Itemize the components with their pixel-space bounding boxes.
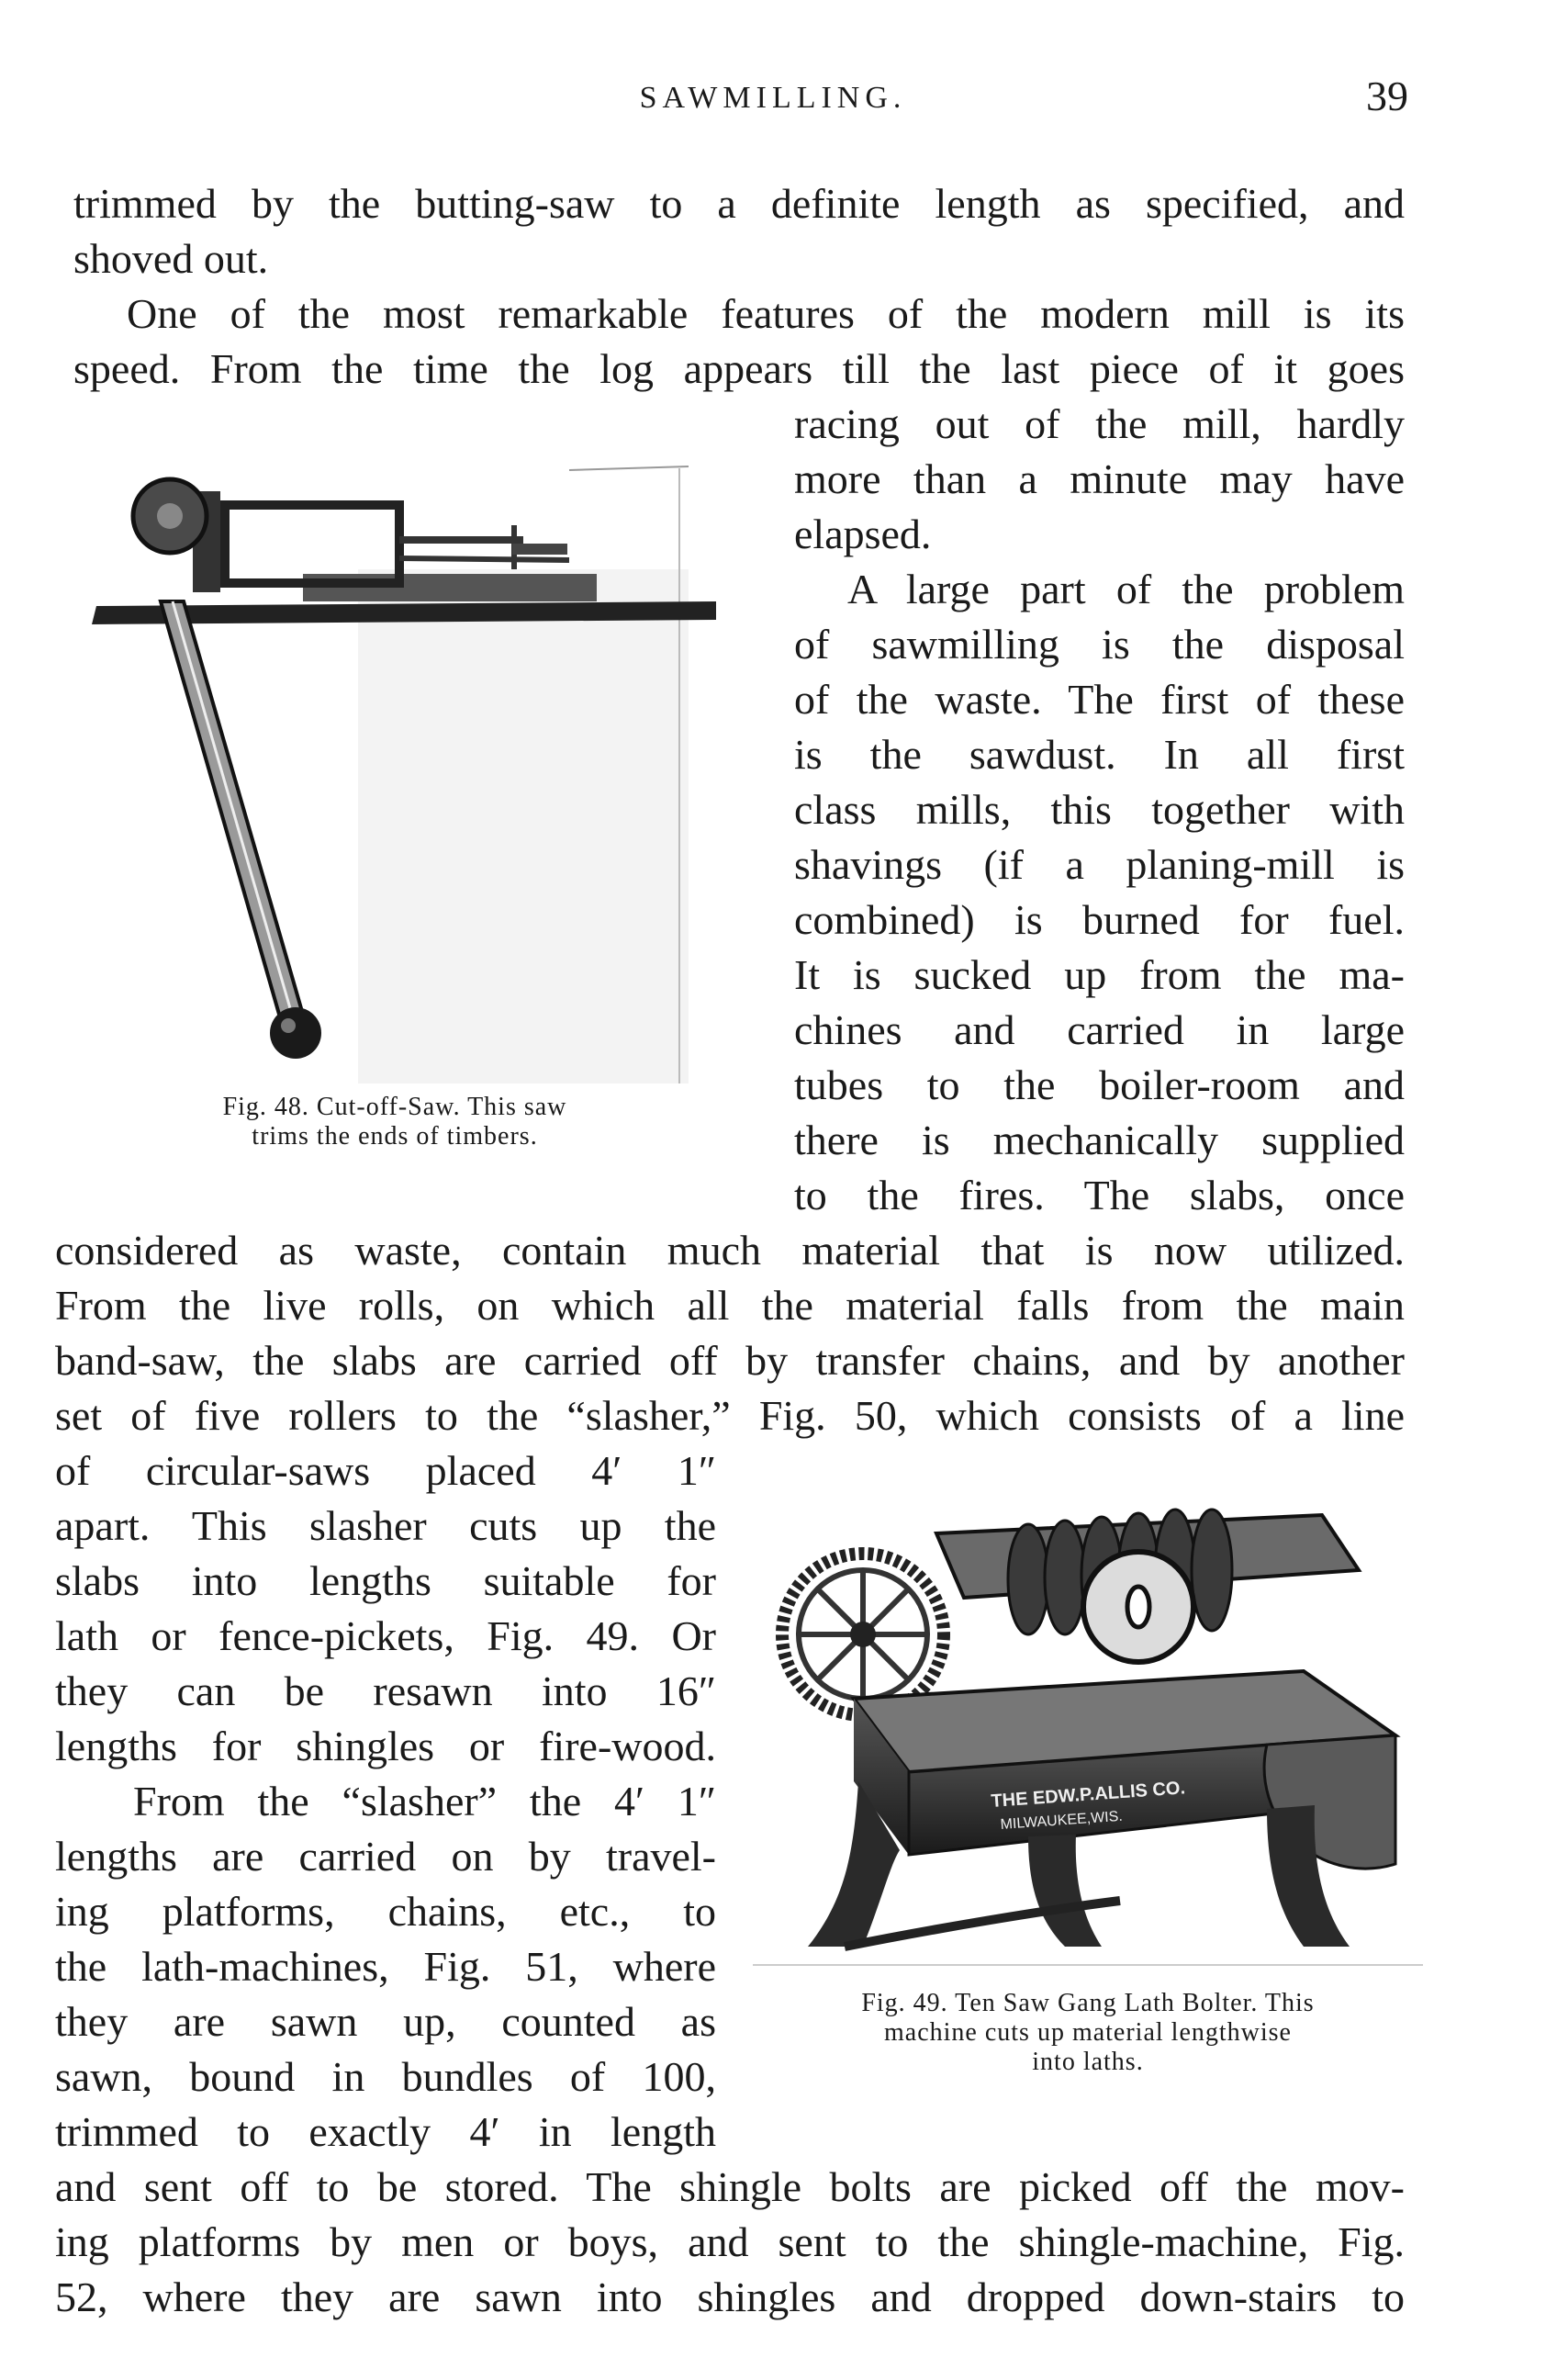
text-line: lengths are carried on by travel- [55, 1833, 716, 1880]
text-line: the lath-machines, Fig. 51, where [55, 1943, 716, 1990]
text-line: shoved out. [73, 235, 269, 282]
text-line: One of the most remarkable features of the modern mill is its [127, 290, 1405, 337]
text-line: lath or fence-pickets, Fig. 49. Or [55, 1612, 716, 1659]
text-line: of the waste. The first of these [794, 676, 1405, 723]
text-line: they are sawn up, counted as [55, 1998, 716, 2045]
text-line: apart. This slasher cuts up the [55, 1502, 716, 1549]
text-line: there is mechanically supplied [794, 1117, 1405, 1163]
lath-bolter-illustration [753, 1469, 1423, 1983]
text-line: to the fires. The slabs, once [794, 1172, 1405, 1218]
text-line: and sent off to be stored. The shingle bolts are picked off the mov- [55, 2163, 1405, 2210]
maker-plate-line: THE EDW.P.ALLIS CO. [990, 1778, 1186, 1812]
text-line: racing out of the mill, hardly [794, 400, 1405, 447]
text-line: 52, where they are sawn into shingles and dropped down-stairs to [55, 2273, 1405, 2320]
text-line: of sawmilling is the disposal [794, 621, 1405, 668]
text-line: trimmed to exactly 4′ in length [55, 2108, 716, 2155]
text-line: slabs into lengths suitable for [55, 1557, 716, 1604]
figure-48-caption [129, 1093, 661, 1151]
text-line: chines and carried in large [794, 1006, 1405, 1053]
text-line: elapsed. [794, 511, 932, 557]
text-line: speed. From the time the log appears till the last piece of it goes [73, 345, 1405, 392]
cut-off-saw-illustration [55, 441, 716, 1102]
text-line: set of five rollers to the “slasher,” Fig. 50, which consists of a line [55, 1392, 1405, 1439]
page-number: 39 [1366, 73, 1408, 119]
text-line: lengths for shingles or fire-wood. [55, 1723, 716, 1769]
text-line: sawn, bound in bundles of 100, [55, 2053, 716, 2100]
caption-line: machine cuts up material lengthwise [884, 2018, 1292, 2047]
text-line: ing platforms, chains, etc., to [55, 1888, 716, 1935]
figure-48-cut-off-saw [55, 441, 716, 1102]
text-line: ing platforms by men or boys, and sent to the shingle-machine, Fig. [55, 2218, 1405, 2265]
text-line: shavings (if a planing-mill is [794, 841, 1405, 888]
text-line: combined) is burned for fuel. [794, 896, 1405, 943]
caption-line: Fig. 49. Ten Saw Gang Lath Bolter. This [861, 1989, 1315, 2017]
text-line: is the sawdust. In all first [794, 731, 1405, 778]
text-line: From the “slasher” the 4′ 1″ [133, 1778, 716, 1824]
figure-49-lath-bolter [753, 1469, 1423, 1983]
text-line: It is sucked up from the ma- [794, 951, 1405, 998]
text-line: From the live rolls, on which all the material falls from the main [55, 1282, 1405, 1329]
caption-line: Fig. 48. Cut-off-Saw. This saw [222, 1093, 567, 1121]
running-head: SAWMILLING. [639, 81, 907, 115]
caption-line: into laths. [1032, 2048, 1144, 2076]
text-line: band-saw, the slabs are carried off by transfer chains, and by another [55, 1337, 1405, 1384]
text-line: class mills, this together with [794, 786, 1405, 833]
text-line: they can be resawn into 16″ [55, 1667, 716, 1714]
text-line: more than a minute may have [794, 455, 1405, 502]
text-line: tubes to the boiler-room and [794, 1061, 1405, 1108]
text-line: A large part of the problem [847, 566, 1405, 612]
text-line: considered as waste, contain much material that is now utilized. [55, 1227, 1405, 1274]
maker-plate-line: MILWAUKEE,WIS. [1000, 1808, 1124, 1833]
caption-line: trims the ends of timbers. [252, 1122, 538, 1151]
text-line: of circular-saws placed 4′ 1″ [55, 1447, 716, 1494]
figure-49-caption [753, 1989, 1423, 2077]
text-line: trimmed by the butting-saw to a definite length as specified, and [73, 180, 1405, 227]
